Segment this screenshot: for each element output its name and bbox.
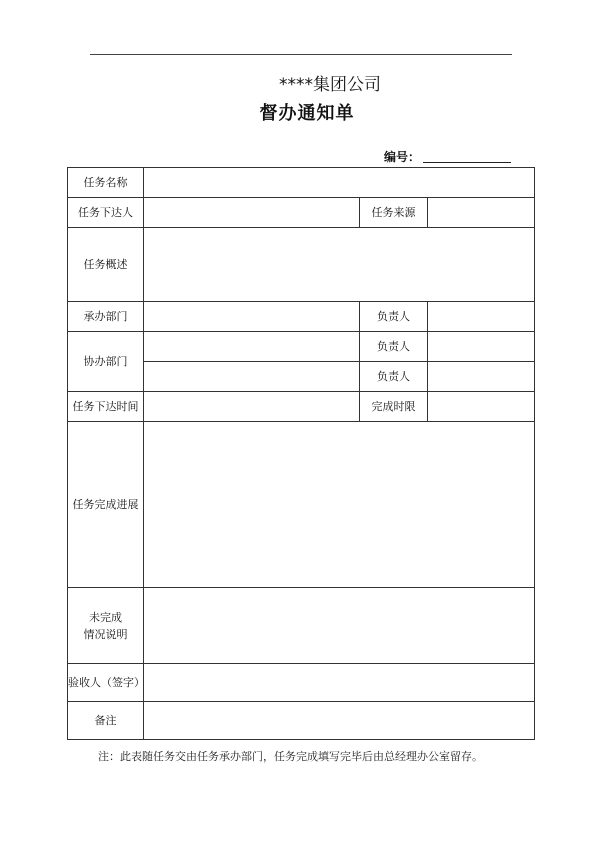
- row-acceptor: [68, 664, 535, 702]
- row-incomplete: [68, 588, 535, 664]
- incomplete-label-line1: 未完成: [89, 610, 122, 624]
- assist-responsible-label-2: 负责人: [360, 362, 428, 392]
- incomplete-label: [68, 588, 144, 664]
- form-title: 督办通知单: [259, 103, 355, 124]
- deadline-field[interactable]: [428, 392, 535, 422]
- issue-time-label: 任务下达时间: [68, 392, 144, 422]
- progress-label: 任务完成进展: [68, 422, 144, 588]
- row-task-overview: [68, 228, 535, 302]
- progress-field[interactable]: [144, 422, 535, 588]
- lead-department-field[interactable]: [144, 302, 360, 332]
- task-source-field[interactable]: [428, 198, 535, 228]
- company-name: ****集团公司: [279, 75, 381, 95]
- acceptor-signature-field[interactable]: [144, 664, 535, 702]
- row-lead-department: [68, 302, 535, 332]
- remarks-field[interactable]: [144, 702, 535, 740]
- row-remarks: [68, 702, 535, 740]
- incomplete-label-line2: 情况说明: [83, 627, 128, 641]
- row-task-issuer: [68, 198, 535, 228]
- task-issuer-field[interactable]: [144, 198, 360, 228]
- assist-department-label: 协办部门: [68, 332, 144, 392]
- assist-responsible-label-1: 负责人: [360, 332, 428, 362]
- deadline-label: 完成时限: [360, 392, 428, 422]
- acceptor-label: 验收人（签字）: [68, 664, 144, 702]
- incomplete-field[interactable]: [144, 588, 535, 664]
- task-source-label: 任务来源: [360, 198, 428, 228]
- footer-note: 注：此表随任务交由任务承办部门，任务完成填写完毕后由总经理办公室留存。: [98, 750, 483, 763]
- remarks-label: 备注: [68, 702, 144, 740]
- lead-responsible-label: 负责人: [360, 302, 428, 332]
- task-overview-field[interactable]: [144, 228, 535, 302]
- task-overview-label: 任务概述: [68, 228, 144, 302]
- lead-department-label: 承办部门: [68, 302, 144, 332]
- row-issue-time: [68, 392, 535, 422]
- task-issuer-label: 任务下达人: [68, 198, 144, 228]
- task-name-label: 任务名称: [68, 168, 144, 198]
- issue-time-field[interactable]: [144, 392, 360, 422]
- row-assist-department-1: [68, 332, 535, 362]
- task-name-field[interactable]: [144, 168, 535, 198]
- row-progress: [68, 422, 535, 588]
- top-divider: [90, 54, 512, 55]
- assist-department-field-1[interactable]: [144, 332, 360, 362]
- number-field[interactable]: [423, 162, 511, 163]
- assist-responsible-field-1[interactable]: [428, 332, 535, 362]
- assist-department-field-2[interactable]: [144, 362, 360, 392]
- assist-responsible-field-2[interactable]: [428, 362, 535, 392]
- number-label: 编号：: [384, 150, 421, 164]
- lead-responsible-field[interactable]: [428, 302, 535, 332]
- supervision-form-table: [67, 167, 535, 740]
- row-task-name: [68, 168, 535, 198]
